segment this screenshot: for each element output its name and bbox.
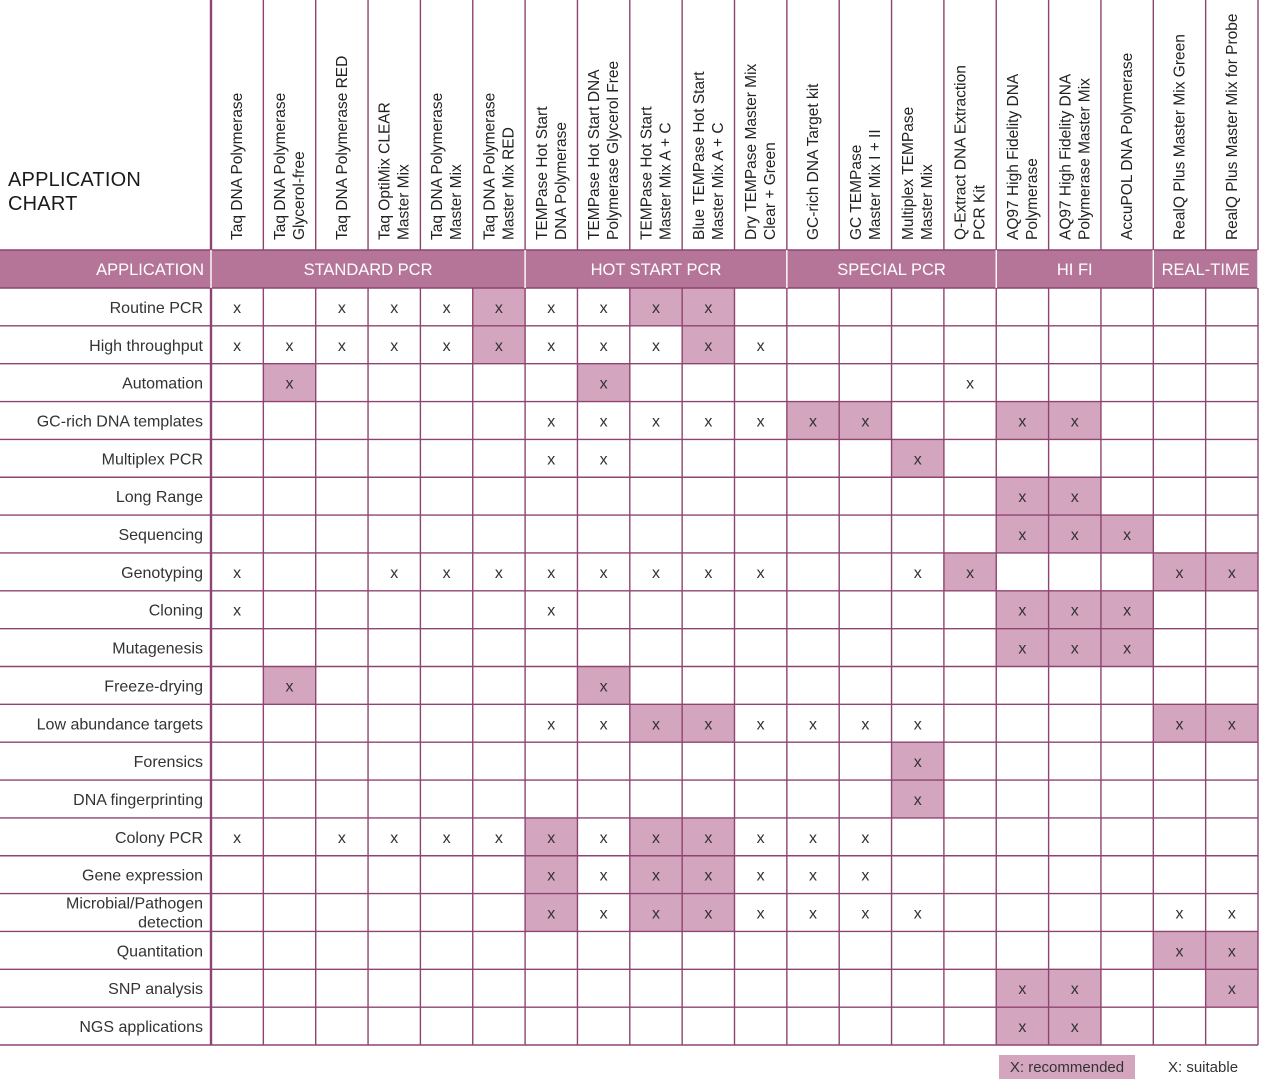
recommended-mark: x xyxy=(494,299,503,317)
application-label: DNA fingerprinting xyxy=(73,791,203,809)
product-label: Dry TEMPase Master Mix xyxy=(743,63,761,240)
product-label: PCR Kit xyxy=(971,184,989,240)
group-label: REAL-TIME xyxy=(1161,261,1250,279)
recommended-mark: x xyxy=(547,867,556,885)
application-label: SNP analysis xyxy=(108,981,203,999)
product-label: RealQ Plus Master Mix Green xyxy=(1171,34,1189,240)
product-label: Master Mix A + C xyxy=(657,122,675,240)
recommended-mark: x xyxy=(1175,716,1184,734)
suitable-mark: x xyxy=(861,829,870,847)
product-label: Master Mix xyxy=(919,164,937,240)
suitable-mark: x xyxy=(285,337,294,355)
suitable-mark: x xyxy=(756,716,765,734)
product-label: Blue TEMPase Hot Start xyxy=(690,71,708,240)
suitable-mark: x xyxy=(233,564,242,582)
recommended-mark: x xyxy=(285,375,294,393)
recommended-mark: x xyxy=(809,413,818,431)
suitable-mark: x xyxy=(599,299,608,317)
suitable-mark: x xyxy=(599,564,608,582)
suitable-mark: x xyxy=(756,337,765,355)
suitable-mark: x xyxy=(913,905,922,923)
suitable-mark: x xyxy=(756,564,765,582)
suitable-mark: x xyxy=(913,716,922,734)
recommended-mark: x xyxy=(494,337,503,355)
application-label: Multiplex PCR xyxy=(101,451,203,469)
product-label: Taq OptiMix CLEAR xyxy=(376,102,394,240)
suitable-mark: x xyxy=(599,716,608,734)
application-label: Microbial/Pathogen xyxy=(66,895,203,913)
product-label: AQ97 High Fidelity DNA xyxy=(1057,73,1075,240)
suitable-mark: x xyxy=(442,337,451,355)
application-label: Automation xyxy=(122,375,203,393)
recommended-mark: x xyxy=(704,867,713,885)
product-label: Taq DNA Polymerase xyxy=(481,92,499,240)
product-label: TEMPase Hot Start DNA xyxy=(586,69,604,240)
legend-suitable: X: suitable xyxy=(1168,1058,1239,1076)
recommended-mark: x xyxy=(651,905,660,923)
suitable-mark: x xyxy=(651,564,660,582)
suitable-mark: x xyxy=(494,564,503,582)
recommended-mark: x xyxy=(1070,527,1079,545)
application-label: High throughput xyxy=(89,337,203,355)
application-label: Routine PCR xyxy=(109,299,203,317)
suitable-mark: x xyxy=(809,905,818,923)
recommended-mark: x xyxy=(913,451,922,469)
suitable-mark: x xyxy=(494,829,503,847)
suitable-mark: x xyxy=(337,337,346,355)
legend-recommended: X: recommended xyxy=(999,1055,1135,1079)
product-label: Glycerol-free xyxy=(291,151,309,240)
recommended-mark: x xyxy=(704,829,713,847)
suitable-mark: x xyxy=(861,905,870,923)
product-label: Polymerase Glycerol Free xyxy=(605,60,623,240)
recommended-mark: x xyxy=(1070,640,1079,658)
recommended-mark: x xyxy=(1018,640,1027,658)
suitable-mark: x xyxy=(651,413,660,431)
application-label: Low abundance targets xyxy=(36,716,203,734)
suitable-mark: x xyxy=(233,602,242,620)
product-label: Polymerase Master Mix xyxy=(1076,78,1094,240)
suitable-mark: x xyxy=(861,716,870,734)
suitable-mark: x xyxy=(547,602,556,620)
recommended-mark: x xyxy=(1018,1019,1027,1037)
group-label: SPECIAL PCR xyxy=(837,261,946,279)
recommended-mark: x xyxy=(1070,981,1079,999)
product-label: Master Mix A + C xyxy=(709,122,727,240)
product-label: TEMPase Hot Start xyxy=(638,106,656,240)
application-label: Gene expression xyxy=(82,867,203,885)
suitable-mark: x xyxy=(547,716,556,734)
application-label: Genotyping xyxy=(121,564,203,582)
product-label: Polymerase xyxy=(1023,158,1041,240)
suitable-mark: x xyxy=(547,413,556,431)
suitable-mark: x xyxy=(756,413,765,431)
suitable-mark: x xyxy=(913,564,922,582)
suitable-mark: x xyxy=(547,451,556,469)
suitable-mark: x xyxy=(442,299,451,317)
group-label: HI FI xyxy=(1056,261,1093,279)
suitable-mark: x xyxy=(599,829,608,847)
recommended-mark: x xyxy=(1018,981,1027,999)
recommended-mark: x xyxy=(547,829,556,847)
suitable-mark: x xyxy=(756,829,765,847)
recommended-mark: x xyxy=(1123,640,1132,658)
group-label: HOT START PCR xyxy=(590,261,722,279)
application-label: Forensics xyxy=(133,754,203,772)
recommended-mark: x xyxy=(1018,413,1027,431)
product-label: RealQ Plus Master Mix for Probe xyxy=(1223,13,1241,240)
recommended-mark: x xyxy=(704,337,713,355)
product-label: AccuPOL DNA Polymerase xyxy=(1119,52,1137,240)
suitable-mark: x xyxy=(390,337,399,355)
recommended-mark: x xyxy=(651,716,660,734)
suitable-mark: x xyxy=(390,829,399,847)
suitable-mark: x xyxy=(599,905,608,923)
recommended-mark: x xyxy=(861,413,870,431)
suitable-mark: x xyxy=(756,905,765,923)
application-header: APPLICATION xyxy=(96,261,204,279)
recommended-mark: x xyxy=(704,299,713,317)
application-label: Long Range xyxy=(115,489,203,507)
recommended-mark: x xyxy=(599,678,608,696)
suitable-mark: x xyxy=(1227,905,1236,923)
suitable-mark: x xyxy=(442,564,451,582)
recommended-mark: x xyxy=(1018,602,1027,620)
suitable-mark: x xyxy=(547,337,556,355)
recommended-mark: x xyxy=(966,564,975,582)
product-label: GC-rich DNA Target kit xyxy=(805,83,823,240)
suitable-mark: x xyxy=(704,564,713,582)
product-label: Master Mix xyxy=(448,164,466,240)
suitable-mark: x xyxy=(547,564,556,582)
recommended-mark: x xyxy=(1227,981,1236,999)
recommended-mark: x xyxy=(1070,602,1079,620)
suitable-mark: x xyxy=(442,829,451,847)
suitable-mark: x xyxy=(861,867,870,885)
recommended-mark: x xyxy=(1018,489,1027,507)
group-label: STANDARD PCR xyxy=(303,261,433,279)
application-label: Colony PCR xyxy=(114,829,203,847)
suitable-mark: x xyxy=(337,829,346,847)
recommended-mark: x xyxy=(285,678,294,696)
recommended-mark: x xyxy=(1227,564,1236,582)
product-label: Master Mix RED xyxy=(500,127,518,240)
suitable-mark: x xyxy=(809,829,818,847)
recommended-mark: x xyxy=(1070,1019,1079,1037)
product-label: GC TEMPase xyxy=(847,144,865,240)
product-label: AQ97 High Fidelity DNA xyxy=(1004,73,1022,240)
application-label: Mutagenesis xyxy=(112,640,203,658)
product-label: Q-Extract DNA Extraction xyxy=(952,65,970,240)
product-label: Master Mix I + II xyxy=(866,129,884,240)
product-label: Taq DNA Polymerase xyxy=(272,92,290,240)
recommended-mark: x xyxy=(1070,413,1079,431)
suitable-mark: x xyxy=(651,337,660,355)
product-label: Taq DNA Polymerase xyxy=(229,92,247,240)
suitable-mark: x xyxy=(390,564,399,582)
application-label: Cloning xyxy=(148,602,203,620)
suitable-mark: x xyxy=(599,867,608,885)
application-label: GC-rich DNA templates xyxy=(36,413,203,431)
suitable-mark: x xyxy=(1175,905,1184,923)
suitable-mark: x xyxy=(599,413,608,431)
product-label: Master Mix xyxy=(395,164,413,240)
application-label: Quantitation xyxy=(116,943,203,961)
suitable-mark: x xyxy=(547,299,556,317)
suitable-mark: x xyxy=(337,299,346,317)
recommended-mark: x xyxy=(1123,602,1132,620)
product-label: Taq DNA Polymerase xyxy=(429,92,447,240)
application-label: Sequencing xyxy=(118,527,203,545)
suitable-mark: x xyxy=(390,299,399,317)
chart-title-line-2: CHART xyxy=(8,193,78,215)
recommended-mark: x xyxy=(1175,943,1184,961)
recommended-mark: x xyxy=(1123,527,1132,545)
chart-title-line-1: APPLICATION xyxy=(8,169,141,191)
recommended-mark: x xyxy=(651,829,660,847)
suitable-mark: x xyxy=(233,299,242,317)
suitable-mark: x xyxy=(809,716,818,734)
recommended-mark: x xyxy=(1070,489,1079,507)
application-label: detection xyxy=(138,914,203,932)
product-label: TEMPase Hot Start xyxy=(533,106,551,240)
recommended-mark: x xyxy=(1018,527,1027,545)
suitable-mark: x xyxy=(704,413,713,431)
recommended-mark: x xyxy=(704,905,713,923)
suitable-mark: x xyxy=(599,337,608,355)
product-label: DNA Polymerase xyxy=(552,121,570,240)
product-label: Taq DNA Polymerase RED xyxy=(333,55,351,240)
recommended-mark: x xyxy=(599,375,608,393)
suitable-mark: x xyxy=(233,829,242,847)
application-label: NGS applications xyxy=(79,1019,203,1037)
suitable-mark: x xyxy=(966,375,975,393)
suitable-mark: x xyxy=(599,451,608,469)
suitable-mark: x xyxy=(809,867,818,885)
recommended-mark: x xyxy=(913,754,922,772)
recommended-mark: x xyxy=(651,299,660,317)
recommended-mark: x xyxy=(547,905,556,923)
recommended-mark: x xyxy=(913,791,922,809)
recommended-mark: x xyxy=(704,716,713,734)
suitable-mark: x xyxy=(233,337,242,355)
recommended-mark: x xyxy=(1227,716,1236,734)
recommended-mark: x xyxy=(1175,564,1184,582)
suitable-mark: x xyxy=(756,867,765,885)
product-label: Clear + Green xyxy=(762,142,780,240)
recommended-mark: x xyxy=(651,867,660,885)
recommended-mark: x xyxy=(1227,943,1236,961)
application-label: Freeze-drying xyxy=(104,678,203,696)
product-label: Multiplex TEMPase xyxy=(900,106,918,240)
